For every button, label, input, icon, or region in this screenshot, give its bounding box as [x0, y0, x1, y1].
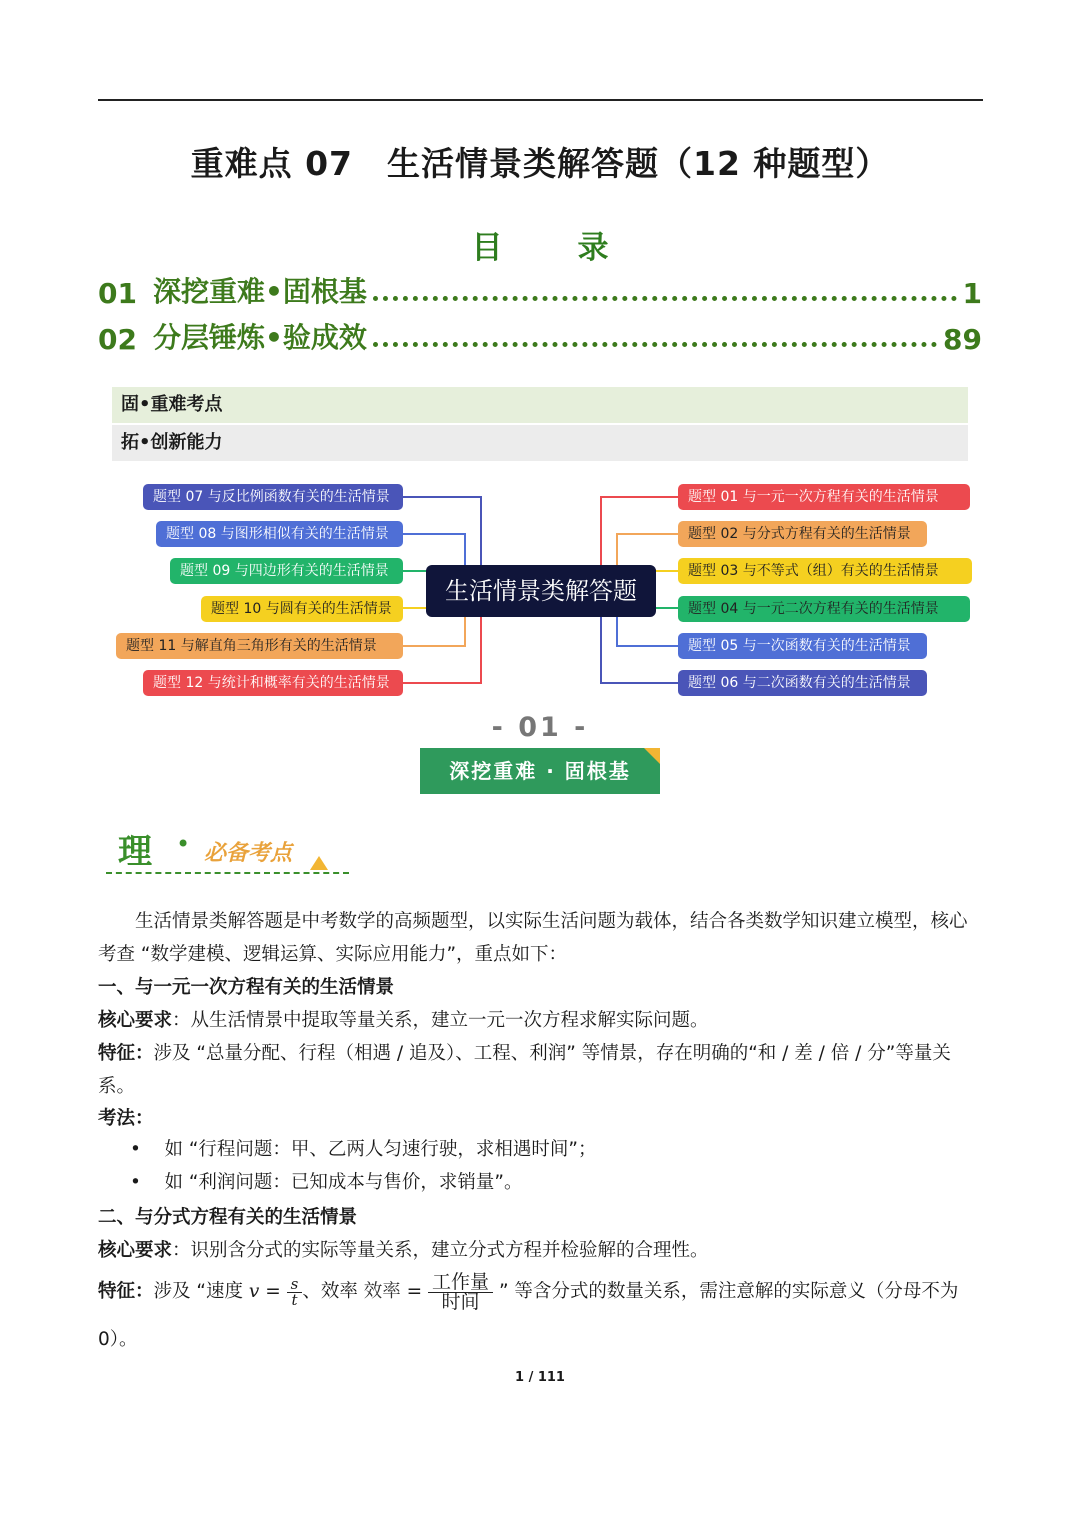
document-title: 重难点 07 生活情景类解答题（12 种题型） [190, 144, 890, 183]
feature-post: ” 等含分式的数量关系，需注意解的实际意义（分母不为 0）。 [98, 1281, 959, 1350]
band-innovation: 拓•创新能力 [112, 425, 968, 461]
band-key-points: 固•重难考点 [112, 387, 968, 423]
badge-underline [106, 872, 349, 874]
mindmap-node-11: 题型 11 与解直角三角形有关的生活情景 [116, 633, 403, 659]
section1-feature [98, 1037, 982, 1103]
core-label: 核心要求 [98, 1010, 173, 1031]
section-number: - 01 - [491, 712, 589, 743]
section-banner-label: 深挖重难 · 固根基 [449, 759, 631, 783]
core-label: 核心要求 [98, 1240, 173, 1261]
equals-sign: = [406, 1281, 423, 1302]
section1-core [98, 1004, 982, 1037]
core-text: ：从生活情景中提取等量关系，建立一元一次方程求解实际问题。 [172, 1010, 709, 1031]
feature-pre: 涉及 “速度 [153, 1281, 243, 1302]
toc-leader-dots [373, 295, 957, 301]
toc-entry[interactable] [98, 270, 982, 310]
mindmap-node-01: 题型 01 与一元一次方程有关的生活情景 [678, 484, 970, 510]
section2-feature [98, 1268, 982, 1364]
section1-heading: 一、与一元一次方程有关的生活情景 [98, 977, 395, 998]
banner-corner-icon [644, 748, 660, 764]
fraction-numerator: s [287, 1277, 303, 1293]
mindmap-node-12: 题型 12 与统计和概率有关的生活情景 [143, 670, 403, 696]
list-item [130, 1135, 597, 1161]
mindmap-node-06: 题型 06 与二次函数有关的生活情景 [678, 670, 927, 696]
equals-sign: = [265, 1281, 281, 1302]
section2-core [98, 1234, 982, 1267]
core-text: ：识别含分式的实际等量关系，建立分式方程并检验解的合理性。 [172, 1240, 709, 1261]
feature-text: 涉及 “总量分配、行程（相遇 / 追及）、工程、利润” 等情景，存在明确的“和 / 差 / 倍 / 分”等量关系。 [98, 1043, 951, 1097]
mindmap-node-10: 题型 10 与圆有关的生活情景 [201, 596, 403, 622]
badge-subtitle: 必备考点 [204, 841, 293, 866]
toc-entry-page: 89 [943, 323, 982, 356]
mindmap-node-07: 题型 07 与反比例函数有关的生活情景 [143, 484, 403, 510]
fraction-numerator: 工作量 [428, 1273, 493, 1293]
mindmap-center: 生活情景类解答题 [426, 565, 656, 617]
intro-paragraph: 生活情景类解答题是中考数学的高频题型，以实际生活问题为载体，结合各类数学知识建立模型，核心考查 “数学建模、逻辑运算、实际应用能力”，重点如下： [98, 911, 968, 965]
bullet-text: 如 “利润问题：已知成本与售价，求销量”。 [164, 1172, 523, 1193]
feature-label: 特征： [98, 1043, 154, 1064]
toc-leader-dots [373, 341, 937, 347]
toc-entry[interactable] [98, 316, 982, 356]
section-banner [420, 748, 660, 794]
connector-left-12 [403, 617, 481, 683]
header-rule [98, 99, 983, 101]
mindmap-node-08: 题型 08 与图形相似有关的生活情景 [156, 521, 403, 547]
toc-entry-number: 02 [98, 323, 137, 356]
toc-heading: 目 录 [471, 230, 631, 266]
mindmap-node-03: 题型 03 与不等式（组）有关的生活情景 [678, 558, 972, 584]
bullet-icon: • [130, 1172, 141, 1193]
mindmap-node-09: 题型 09 与四边形有关的生活情景 [170, 558, 403, 584]
feature-label: 特征： [98, 1281, 154, 1302]
essential-points-badge [106, 824, 351, 876]
toc-entry-label: 分层锤炼•验成效 [152, 321, 367, 354]
page-number: 1 / 111 [515, 1370, 565, 1385]
efficiency-fraction [428, 1270, 493, 1313]
section2-heading: 二、与分式方程有关的生活情景 [98, 1207, 358, 1228]
bullet-icon: • [130, 1139, 141, 1160]
velocity-symbol: v [248, 1281, 260, 1302]
fraction-denominator: t [291, 1290, 298, 1309]
mindmap-node-02: 题型 02 与分式方程有关的生活情景 [678, 521, 927, 547]
list-item [130, 1168, 523, 1194]
mountain-icon [310, 856, 328, 870]
fraction-denominator: 时间 [441, 1290, 480, 1313]
connector-right-06 [601, 617, 678, 683]
badge-main-char: 理 [118, 832, 152, 872]
badge-dot: • [176, 830, 191, 858]
feature-mid: 、效率 [302, 1281, 358, 1302]
toc-entry-page: 1 [962, 277, 982, 310]
toc-entry-number: 01 [98, 277, 137, 310]
mindmap-node-04: 题型 04 与一元二次方程有关的生活情景 [678, 596, 970, 622]
section1-method-label: 考法： [98, 1108, 154, 1129]
efficiency-word: 效率 [363, 1281, 401, 1302]
mindmap-node-05: 题型 05 与一次函数有关的生活情景 [678, 633, 927, 659]
speed-fraction [287, 1274, 303, 1309]
toc-entry-label: 深挖重难•固根基 [152, 275, 367, 308]
bullet-text: 如 “行程问题：甲、乙两人匀速行驶，求相遇时间”； [164, 1139, 597, 1160]
